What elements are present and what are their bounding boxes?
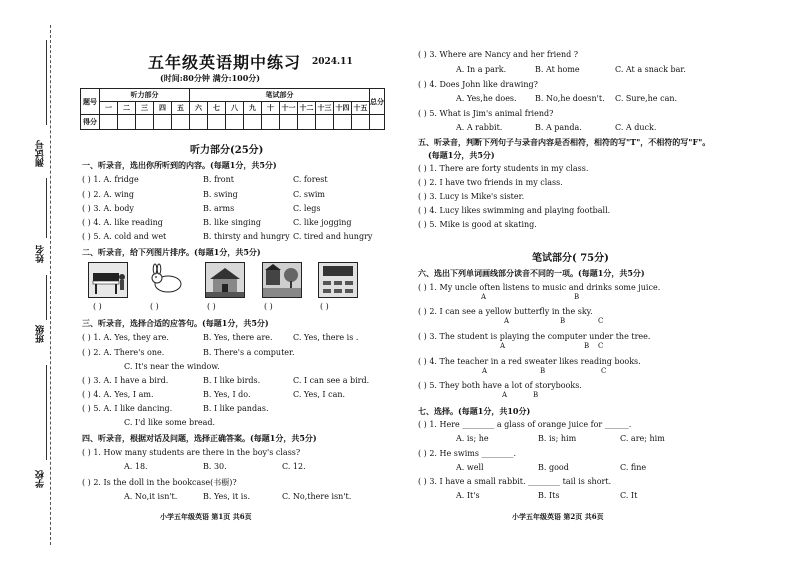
s1-q2-b: B. swing <box>203 190 238 199</box>
score-col: 十二 <box>298 102 316 115</box>
s4-q1-b: B. 30. <box>203 462 227 471</box>
score-cell[interactable] <box>352 115 370 130</box>
score-cell[interactable] <box>316 115 334 130</box>
s7-q3: ( ) 3. I have a small rabbit. ________ tail is short. <box>418 477 612 486</box>
s4-q4-b: B. No,he doesn't. <box>535 94 605 103</box>
page1-footer: 小学五年级英语 第1页 共6页 <box>160 512 252 521</box>
binding-margin <box>0 0 68 561</box>
s2-heading-text: 二、听录音，给下列图片排序。(每题1分，共5分) <box>82 247 261 257</box>
s6-q3: ( ) 3. The student is playing the computer under the tree. <box>418 332 651 341</box>
s6-label: B <box>540 367 546 375</box>
s3-q2-b: B. There's a computer. <box>203 348 295 357</box>
score-cell[interactable] <box>334 115 352 130</box>
score-listening-header: 听力部分 <box>100 89 190 102</box>
score-cell[interactable] <box>154 115 172 130</box>
page2-footer: 小学五年级英语 第2页 共6页 <box>512 512 604 521</box>
s6-label: B <box>574 293 580 301</box>
score-col: 四 <box>154 102 172 115</box>
s7-q1-b: B. is; him <box>538 434 577 443</box>
school-line <box>46 365 47 460</box>
house-picture <box>205 262 245 298</box>
s7-q3-c: C. It <box>620 491 638 500</box>
exam-title: 五年级英语期中练习 <box>148 53 302 72</box>
listening-section-header: 听力部分(25分) <box>190 145 264 156</box>
score-col: 十三 <box>316 102 334 115</box>
s4-q3-b: B. At home <box>535 65 580 74</box>
class-label: 班级 <box>36 325 46 343</box>
score-cell[interactable] <box>298 115 316 130</box>
s5-q1: ( ) 1. There are forty students in my class. <box>418 164 589 173</box>
s7-q1: ( ) 1. Here ________ a glass of orange juice for ______. <box>418 420 632 429</box>
s6-label: C <box>598 317 604 325</box>
s1-q4-c: C. like jogging <box>293 218 352 227</box>
farm-picture <box>262 262 302 298</box>
score-col: 三 <box>136 102 154 115</box>
s4-q2: ( ) 2. Is the doll in the bookcase(书橱)? <box>82 478 237 487</box>
score-col: 十四 <box>334 102 352 115</box>
s1-q5: ( ) 5. A. cold and wet <box>82 232 167 241</box>
s1-q3-b: B. arms <box>203 204 235 213</box>
score-col: 五 <box>172 102 190 115</box>
name-line <box>46 178 47 238</box>
score-col: 十一 <box>280 102 298 115</box>
score-col: 十 <box>262 102 280 115</box>
exam-date: 2024.11 <box>312 57 353 67</box>
s6-label: A <box>482 367 488 375</box>
s3-q3-c: C. I can see a bird. <box>293 376 370 385</box>
s3-q1: ( ) 1. A. Yes, they are. <box>82 333 169 342</box>
score-label-number: 题号 <box>81 89 100 115</box>
score-col: 六 <box>190 102 208 115</box>
s1-heading: 一、听录音，选出你所听到的内容。(每题1分，共5分) <box>82 160 277 170</box>
score-cell[interactable] <box>190 115 208 130</box>
score-col: 二 <box>118 102 136 115</box>
s4-q3-c: C. At a snack bar. <box>615 65 686 74</box>
score-col: 十五 <box>352 102 370 115</box>
s6-q5: ( ) 5. They both have a lot of storybooks. <box>418 381 582 390</box>
s3-q5-b: B. I like pandas. <box>203 404 269 413</box>
s7-heading: 七、选择。(每题1分，共10分) <box>418 406 531 416</box>
s4-q5-c: C. A duck. <box>615 123 657 132</box>
s4-q4-a: A. Yes,he does. <box>456 94 517 103</box>
s4-q3: ( ) 3. Where are Nancy and her friend ? <box>418 50 579 59</box>
s6-label: A <box>500 342 506 350</box>
s4-q2-c: C. No,there isn't. <box>282 492 352 501</box>
s1-q1: ( ) 1. A. fridge <box>82 175 139 184</box>
s6-q4: ( ) 4. The teacher in a red sweater likes reading books. <box>418 357 641 366</box>
s3-q2-c: C. It's near the window. <box>124 362 220 371</box>
s3-q1-b: B. Yes, there are. <box>203 333 273 342</box>
score-written-header: 笔试部分 <box>190 89 370 102</box>
s6-label: A <box>502 391 508 399</box>
score-cell[interactable] <box>172 115 190 130</box>
s5-heading: 五、听录音，判断下列句子与录音内容是否相符，相符的写"T"，不相符的写"F"。 <box>418 137 711 147</box>
s7-q2-a: A. well <box>456 463 484 472</box>
s4-q2-a: A. No,it isn't. <box>124 492 178 501</box>
s5-q5: ( ) 5. Mike is good at skating. <box>418 220 537 229</box>
s4-q5-b: B. A panda. <box>535 123 582 132</box>
score-col: 九 <box>244 102 262 115</box>
score-cell[interactable] <box>280 115 298 130</box>
s6-label: C <box>598 342 604 350</box>
s3-q5-c: C. I'd like some bread. <box>124 418 216 427</box>
s2-blank[interactable]: ( ) <box>93 302 102 311</box>
s1-q4: ( ) 4. A. like reading <box>82 218 163 227</box>
score-cell[interactable] <box>208 115 226 130</box>
s6-label: A <box>504 317 510 325</box>
s6-q1: ( ) 1. My uncle often listens to music and drinks some juice. <box>418 283 661 292</box>
s1-q5-b: B. thirsty and hungry <box>203 232 290 241</box>
s1-q4-b: B. like singing <box>203 218 261 227</box>
exam-number-line <box>46 40 47 125</box>
s7-q2-b: B. good <box>538 463 569 472</box>
piano-picture <box>88 262 128 298</box>
s6-label: C <box>601 367 607 375</box>
s1-q3-c: C. legs <box>293 204 321 213</box>
score-label-score: 得分 <box>81 115 100 130</box>
s7-q3-b: B. Its <box>538 491 560 500</box>
class-line <box>46 275 47 320</box>
s5-heading-2: (每题1分，共5分) <box>428 150 495 160</box>
score-total-header: 总分 <box>370 89 385 115</box>
cut-line <box>50 25 51 545</box>
score-cell[interactable] <box>262 115 280 130</box>
s6-heading: 六、选出下列单词画线部分读音不同的一项。(每题1分，共5分) <box>418 268 645 278</box>
s4-q3-a: A. In a park. <box>456 65 507 74</box>
s3-q4-c: C. Yes, I can. <box>293 390 346 399</box>
s1-q3: ( ) 3. A. body <box>82 204 134 213</box>
s4-q1-c: C. 12. <box>282 462 306 471</box>
s3-q3: ( ) 3. A. I have a bird. <box>82 376 169 385</box>
s5-q4: ( ) 4. Lucy likes swimming and playing football. <box>418 206 611 215</box>
written-section-header: 笔试部分( 75分) <box>532 253 609 264</box>
score-cell[interactable] <box>136 115 154 130</box>
score-cell[interactable] <box>118 115 136 130</box>
s4-q5: ( ) 5. What is Jim's animal friend? <box>418 109 554 118</box>
s6-label: B <box>533 391 539 399</box>
s3-q4: ( ) 4. A. Yes, I am. <box>82 390 154 399</box>
s4-q1: ( ) 1. How many students are there in the boy's class? <box>82 448 301 457</box>
s1-q5-c: C. tired and hungry <box>293 232 373 241</box>
score-cell[interactable] <box>370 115 385 130</box>
score-table <box>80 88 385 130</box>
s1-q2-c: C. swim <box>293 190 326 199</box>
s7-q1-c: C. are; him <box>620 434 665 443</box>
score-col: 七 <box>208 102 226 115</box>
s7-q1-a: A. is; he <box>456 434 489 443</box>
s7-q3-a: A. It's <box>456 491 480 500</box>
s7-q2-c: C. fine <box>620 463 647 472</box>
s1-q2: ( ) 2. A. wing <box>82 190 135 199</box>
s3-q4-b: B. Yes, I do. <box>203 390 251 399</box>
s1-q1-b: B. front <box>203 175 234 184</box>
s5-q3: ( ) 3. Lucy is Mike's sister. <box>418 192 525 201</box>
s4-q1-a: A. 18. <box>124 462 148 471</box>
s4-q5-a: A. A rabbit. <box>456 123 503 132</box>
score-col: 八 <box>226 102 244 115</box>
name-label: 姓名 <box>36 245 46 263</box>
s5-q2: ( ) 2. I have two friends in my class. <box>418 178 563 187</box>
s6-label: B <box>560 317 566 325</box>
s4-q4: ( ) 4. Does John like drawing? <box>418 80 538 89</box>
score-cell[interactable] <box>244 115 262 130</box>
school-label: 学校 <box>36 470 46 488</box>
score-cell[interactable] <box>226 115 244 130</box>
s6-q2: ( ) 2. I can see a yellow butterfly in the sky. <box>418 307 593 316</box>
classroom-picture <box>318 262 358 298</box>
s4-heading: 四、听录音，根据对话及问题，选择正确答案。(每题1分，共5分) <box>82 433 317 443</box>
s4-q2-b: B. Yes, it is. <box>203 492 250 501</box>
score-col: 一 <box>100 102 118 115</box>
rabbit-picture <box>148 262 186 296</box>
s6-label: B <box>584 342 590 350</box>
s6-label: A <box>481 293 487 301</box>
s2-blank[interactable]: ( ) <box>150 302 159 311</box>
s2-blank[interactable]: ( ) <box>207 302 216 311</box>
s3-q1-c: C. Yes, there is . <box>293 333 359 342</box>
s3-q5: ( ) 5. A. I like dancing. <box>82 404 173 413</box>
s1-q1-c: C. forest <box>293 175 328 184</box>
s3-q2: ( ) 2. A. There's one. <box>82 348 165 357</box>
exam-number-label: 测试号 <box>36 140 46 167</box>
score-cell[interactable] <box>100 115 118 130</box>
s2-blank[interactable]: ( ) <box>320 302 329 311</box>
s4-q4-c: C. Sure,he can. <box>615 94 678 103</box>
s2-blank[interactable]: ( ) <box>264 302 273 311</box>
s3-q3-b: B. I like birds. <box>203 376 261 385</box>
exam-subtitle: (时间:80分钟 满分:100分) <box>160 73 261 83</box>
s3-heading: 三、听录音，选择合适的应答句。(每题1分，共5分) <box>82 318 269 328</box>
s7-q2: ( ) 2. He swims ________. <box>418 449 517 458</box>
